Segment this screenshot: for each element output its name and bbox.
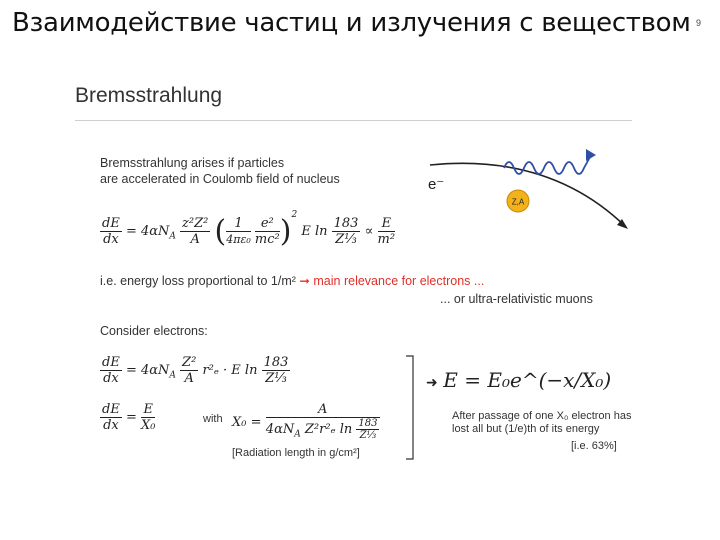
electron-label: e⁻ <box>428 176 445 193</box>
photon-arrowhead <box>586 149 596 161</box>
equation-radiation-length: $\frac{dE}{dx}$ = $\frac{E}{\text{X₀}}$ <box>102 402 156 433</box>
energy-loss-statement: i.e. energy loss proportional to 1/m² ➞ main relevance for electrons ... <box>100 274 485 288</box>
page-number: 9 <box>696 18 702 28</box>
consider-electrons: Consider electrons: <box>100 324 208 338</box>
intro-line-2: are accelerated in Coulomb field of nucleus <box>100 172 340 186</box>
intro-line-1: Bremsstrahlung arises if particles <box>100 156 285 170</box>
photon-wave <box>504 157 590 174</box>
percent-note: [i.e. 63%] <box>571 440 617 452</box>
radiation-length-note: [Radiation length in g/cm²] <box>232 447 360 459</box>
result-formula: ➜ E = E₀e^(−x/X₀) <box>426 368 612 392</box>
bremsstrahlung-diagram <box>400 135 640 235</box>
passage-line-2: lost all but (1/e)th of its energy <box>452 423 600 435</box>
arrow-icon: ➞ <box>299 274 310 288</box>
nucleus-label: Z,A <box>511 197 525 207</box>
main-relevance-text: main relevance for electrons ... <box>313 274 485 288</box>
equation-x0-definition: X₀ = A $4\alpha N_A$ Z²r²ₑ ln $\frac{183}{\text{Z⅓}}$ <box>232 402 380 443</box>
equation-electron-loss: $\frac{dE}{dx}$ = $4\alpha N_A$ $\frac{\text{Z²}}{A}$ r²ₑ · E ln $\frac{183}{\text{Z⅓}}$ <box>102 355 289 386</box>
title-divider <box>75 120 632 121</box>
passage-line-1: After passage of one X₀ electron has <box>452 410 632 422</box>
ultra-relativistic-text: ... or ultra-relativistic muons <box>440 292 593 306</box>
electron-trajectory <box>430 163 626 227</box>
with-label: with <box>203 413 223 425</box>
bracket-divider <box>404 355 416 460</box>
slide-title: Взаимодействие частиц и излучения с веществом <box>12 8 691 38</box>
arrow-right-icon: ➜ <box>426 374 438 390</box>
panel-title: Bremsstrahlung <box>75 84 223 107</box>
equation-energy-loss: $\frac{dE}{dx}$ = $4\alpha N_A$ $\frac{\text{z²Z²}}{A}$ ( $\frac{1}{\text{4πε₀}}$ $\frac{\text{e²}}{\text{mc²}}$ )$^2$ E ln $\frac{183}{\text{Z⅓}}$ ∝ $\frac{E}{\text{m²}}$ <box>102 210 396 249</box>
